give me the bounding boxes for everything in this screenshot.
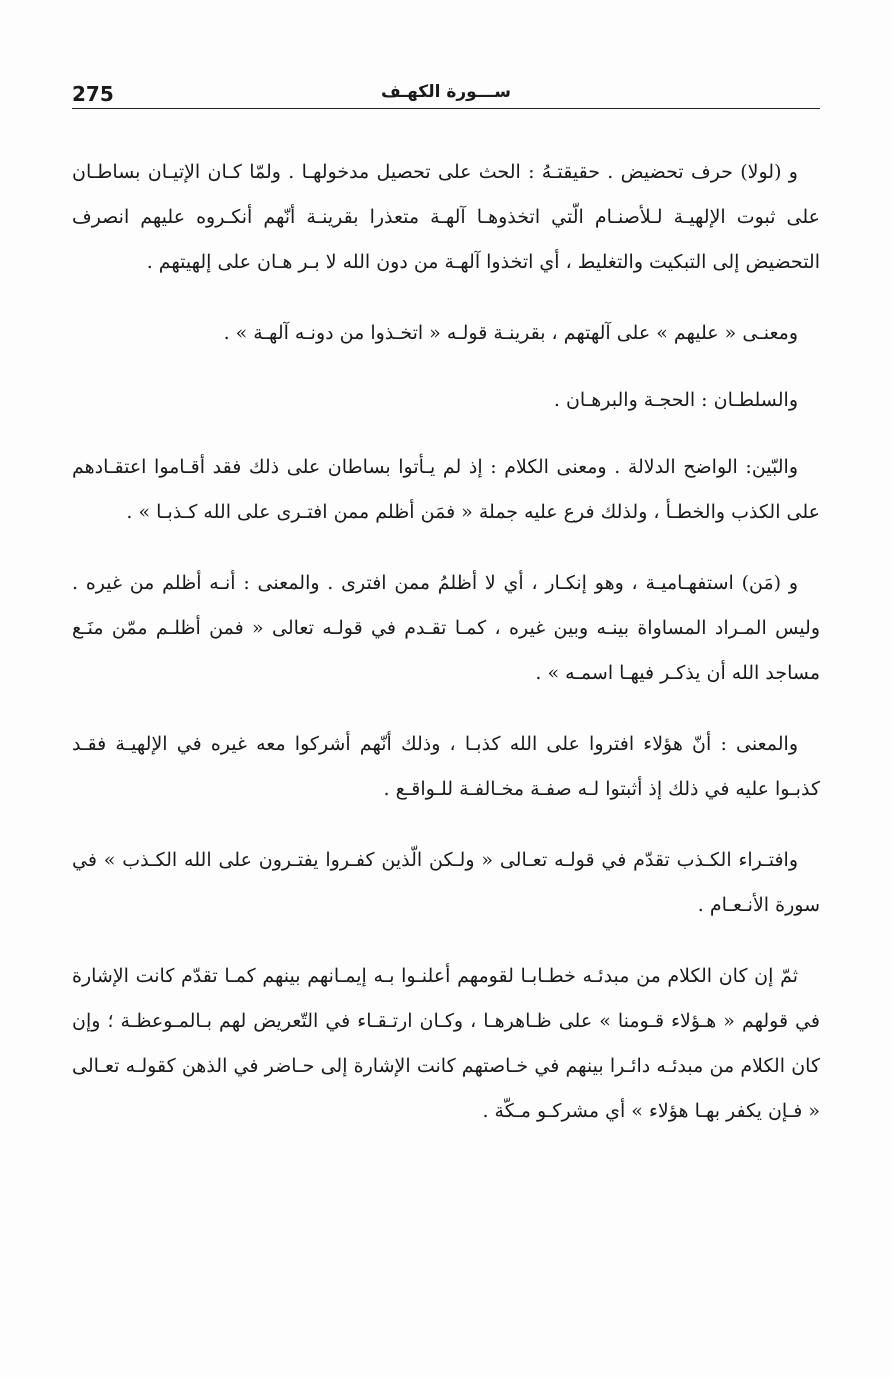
page-number: 275 xyxy=(72,82,114,106)
paragraph-bayyin: والبّين: الواضح الدلالة . ومعنى الكلام : إذ لم يـأتوا بساطان على ذلك فقد أقـاموا اعتقـادهم على الكذب والخطـأ ، ولذلك فرع عليه جملة « فمَن أظلم ممن افتـرى على الله كـذبـا » . xyxy=(72,456,820,523)
paragraph-sultan: والسلطـان : الحجـة والبرهـان . xyxy=(553,389,798,411)
paragraph-maana: والمعنى : أنّ هؤلاء افتروا على الله كذبـا ، وذلك أنّهم أشركوا معه غيره في الإلهيـة فقـد كذبـوا عليه في ذلك إذ أثبتوا لـه صفـة مخـالفـة للـواقـع . xyxy=(72,733,820,800)
paragraph-alayhim: ومعنـى « عليهم » على آلهتهم ، بقرينـة قولـه « اتخـذوا من دونـه آلهـة » . xyxy=(223,322,798,344)
paragraph-iftira: وافتـراء الكـذب تقدّم في قولـه تعـالى « ولـكن الّذين كفـروا يفتـرون على الله الكـذب » في سورة الأنـعـام . xyxy=(72,849,820,916)
body-text xyxy=(72,150,820,1160)
header-rule xyxy=(72,108,820,109)
page-header xyxy=(72,82,820,110)
paragraph-man: و (مَن) استفهـاميـة ، وهو إنكـار ، أي لا أظلمُ ممن افترى . والمعنى : أنـه أظلم من غيره . وليس المـراد المساواة بينـه وبين غيره ، كمـا تقـدم في قولـه تعالى « فمن أظلـم ممّن منَـع مساجد الله أن يذكـر فيهـا اسمـه » . xyxy=(72,572,820,684)
running-title: ســـورة الكهـف xyxy=(381,82,511,102)
paragraph-lawla: و (لولا) حرف تحضيض . حقيقتـهُ : الحث على تحصيل مدخولهـا . ولمّا كـان الإتيـان بساطـان على ثبوت الإلهيـة لـلأصنـام الّتي اتخذوهـا آلهـة متعذرا بقرينـة أنّهم أنكـروه عليهم انصرف التحضيض إلى التبكيت والتغليط ، أي اتخذوا آلهـة من دون الله لا بـر هـان على إلهيتهم . xyxy=(72,161,820,273)
paragraph-thumma: ثمّ إن كان الكلام من مبدئـه خطـابـا لقومهم أعلنـوا بـه إيمـانهم بينهم كمـا تقدّم كانت الإشارة في قولهم « هـؤلاء قـومنا » على ظـاهرهـا ، وكـان ارتـقـاء في التّعريض لهم بـالمـوعظـة ؛ وإن كان الكلام من مبدئـه دائـرا بينهم في خـاصتهم كانت الإشارة إلى حـاضر في الذهن كقولـه تعـالى « فـإن يكفر بهـا هؤلاء » أي مشركـو مـكّة . xyxy=(72,965,820,1122)
